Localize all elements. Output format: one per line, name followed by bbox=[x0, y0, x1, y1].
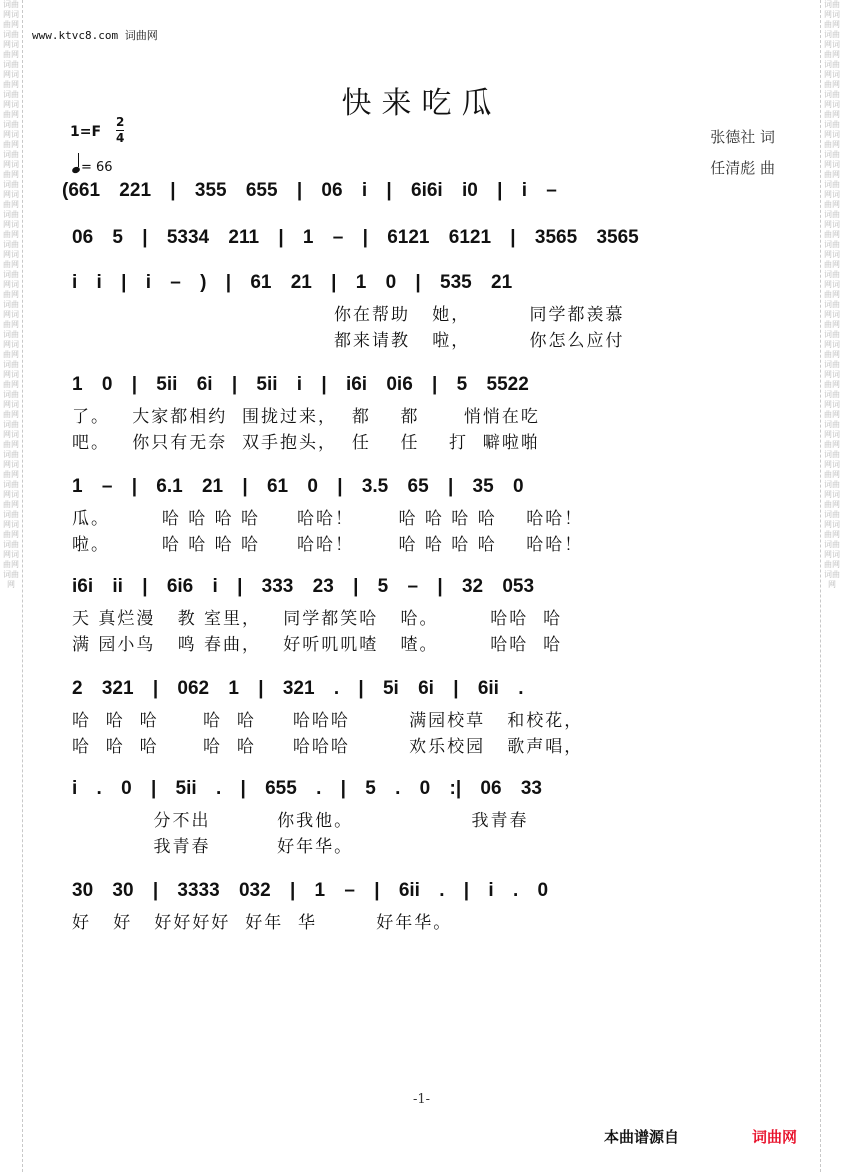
lyric-line-1: 好 好 好好好好 好年 华 好年华。 bbox=[72, 913, 453, 933]
lyric-line-2: 吧。 你只有无奈 双手抱头， 任 任 打 噼啦啪 bbox=[72, 433, 540, 453]
lyric-line-2: 我青春 好年华。 bbox=[72, 837, 354, 857]
lyric-line-2: 都来请教 啦， 你怎么应付 bbox=[334, 331, 625, 351]
lyricist-credit: 张德社 词 bbox=[710, 128, 775, 146]
source-brand-link[interactable]: 词曲网 bbox=[752, 1128, 798, 1146]
notation-row: 30 30 | 3333 032 | 1 – | 6ii . | i . 0 bbox=[72, 880, 549, 901]
source-label: 本曲谱源自 bbox=[604, 1128, 680, 1146]
tempo-value: = 66 bbox=[81, 160, 113, 175]
notation-row: i6i ii | 6i6 i | 333 23 | 5 – | 32 053 bbox=[72, 576, 535, 597]
quarter-note-icon bbox=[71, 166, 81, 174]
lyric-line-2: 满 园小鸟 鸣 春曲， 好听叽叽喳 喳。 哈哈 哈 bbox=[72, 635, 563, 655]
lyric-line-1: 天 真烂漫 教 室里， 同学都笑哈 哈。 哈哈 哈 bbox=[72, 609, 563, 629]
left-margin-line bbox=[22, 0, 23, 1172]
notation-row: i . 0 | 5ii . | 655 . | 5 . 0 :| 06 33 bbox=[72, 778, 542, 799]
lyric-line-1: 你在帮助 她， 同学都羡慕 bbox=[334, 305, 625, 325]
lyric-line-1: 瓜。 哈 哈 哈 哈 哈哈！ 哈 哈 哈 哈 哈哈！ bbox=[72, 509, 584, 529]
tempo-marking bbox=[72, 157, 113, 175]
right-watermark: 词曲网词曲网词曲网词曲网词曲网词曲网词曲网词曲网词曲网词曲网词曲网词曲网词曲网词曲网词曲网词曲网词曲网词曲网词曲网词曲网词曲网词曲网词曲网词曲网词曲网词曲网词曲网词曲网词曲网词曲网词曲网词曲网词曲网词曲网词曲网词曲网词曲网词曲网词曲网 bbox=[824, 0, 840, 589]
site-header[interactable]: www.ktvc8.com 词曲网 bbox=[32, 29, 158, 42]
notation-row: 1 0 | 5ii 6i | 5ii i | i6i 0i6 | 5 5522 bbox=[72, 374, 529, 395]
time-bottom: 4 bbox=[116, 131, 125, 145]
lyric-line-1: 哈 哈 哈 哈 哈 哈哈哈 满园校草 和校花， bbox=[72, 711, 584, 731]
page-number: -1- bbox=[412, 1092, 431, 1107]
notation-row: 2 321 | 062 1 | 321 . | 5i 6i | 6ii . bbox=[72, 678, 524, 699]
time-signature bbox=[116, 115, 124, 146]
notation-row: (661 221 | 355 655 | 06 i | 6i6i i0 | i – bbox=[62, 180, 557, 201]
left-watermark: 词曲网词曲网词曲网词曲网词曲网词曲网词曲网词曲网词曲网词曲网词曲网词曲网词曲网词曲网词曲网词曲网词曲网词曲网词曲网词曲网词曲网词曲网词曲网词曲网词曲网词曲网词曲网词曲网词曲网词曲网词曲网词曲网词曲网词曲网词曲网词曲网词曲网词曲网词曲网 bbox=[3, 0, 19, 589]
lyric-line-1: 了。 大家都相约 围拢过来， 都 都 悄悄在吃 bbox=[72, 407, 540, 427]
lyric-line-2: 啦。 哈 哈 哈 哈 哈哈！ 哈 哈 哈 哈 哈哈！ bbox=[72, 535, 584, 555]
notation-row: i i | i – ) | 61 21 | 1 0 | 535 21 bbox=[72, 272, 513, 293]
time-top: 2 bbox=[116, 115, 125, 129]
song-title: 快来吃瓜 bbox=[341, 86, 502, 121]
notation-row: 1 – | 6.1 21 | 61 0 | 3.5 65 | 35 0 bbox=[72, 476, 524, 497]
composer-credit: 任清彪 曲 bbox=[710, 159, 775, 177]
notation-row: 06 5 | 5334 211 | 1 – | 6121 6121 | 3565 3565 bbox=[72, 227, 639, 248]
lyric-line-2: 哈 哈 哈 哈 哈 哈哈哈 欢乐校园 歌声唱， bbox=[72, 737, 584, 757]
key-signature: 1=F bbox=[70, 124, 102, 140]
lyric-line-1: 分不出 你我他。 我青春 bbox=[72, 811, 529, 831]
